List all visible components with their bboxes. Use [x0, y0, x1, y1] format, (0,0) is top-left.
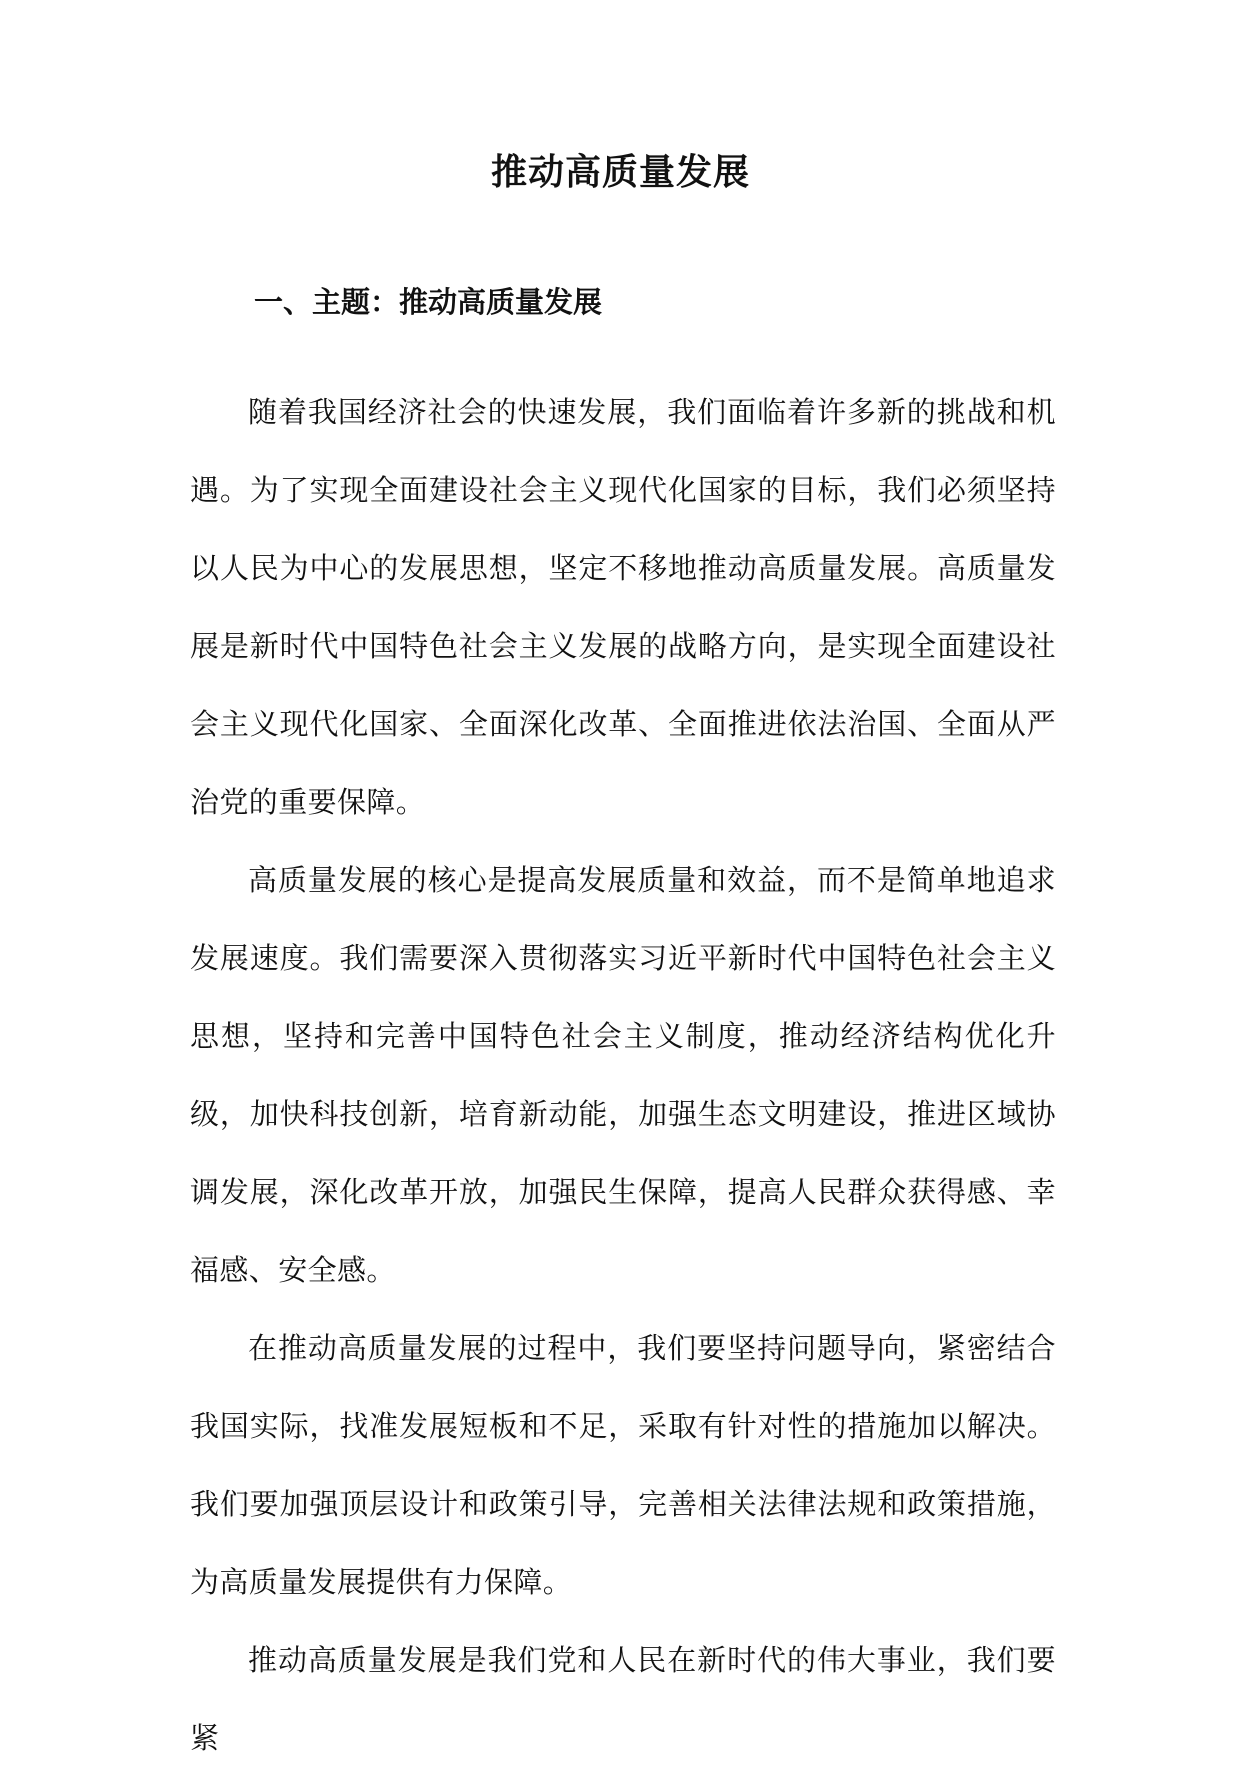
section-heading: 一、主题：推动高质量发展: [254, 285, 603, 319]
paragraph: 在推动高质量发展的过程中，我们要坚持问题导向，紧密结合我国实际，找准发展短板和不足，采取有针对性的措施加以解决。我们要加强顶层设计和政策引导，完善相关法律法规和政策措施，为高质量发展提供有力保障。: [190, 1331, 1056, 1599]
paragraph: 推动高质量发展是我们党和人民在新时代的伟大事业，我们要紧: [190, 1643, 1056, 1755]
document-title: 推动高质量发展: [490, 152, 750, 193]
document-body: [190, 373, 1056, 1777]
paragraph: 随着我国经济社会的快速发展，我们面临着许多新的挑战和机遇。为了实现全面建设社会主义现代化国家的目标，我们必须坚持以人民为中心的发展思想，坚定不移地推动高质量发展。高质量发展是新时代中国特色社会主义发展的战略方向，是实现全面建设社会主义现代化国家、全面深化改革、全面推进依法治国、全面从严治党的重要保障。: [190, 395, 1056, 819]
paragraph: 高质量发展的核心是提高发展质量和效益，而不是简单地追求发展速度。我们需要深入贯彻落实习近平新时代中国特色社会主义思想，坚持和完善中国特色社会主义制度，推动经济结构优化升级，加快科技创新，培育新动能，加强生态文明建设，推进区域协调发展，深化改革开放，加强民生保障，提高人民群众获得感、幸福感、安全感。: [190, 863, 1056, 1287]
